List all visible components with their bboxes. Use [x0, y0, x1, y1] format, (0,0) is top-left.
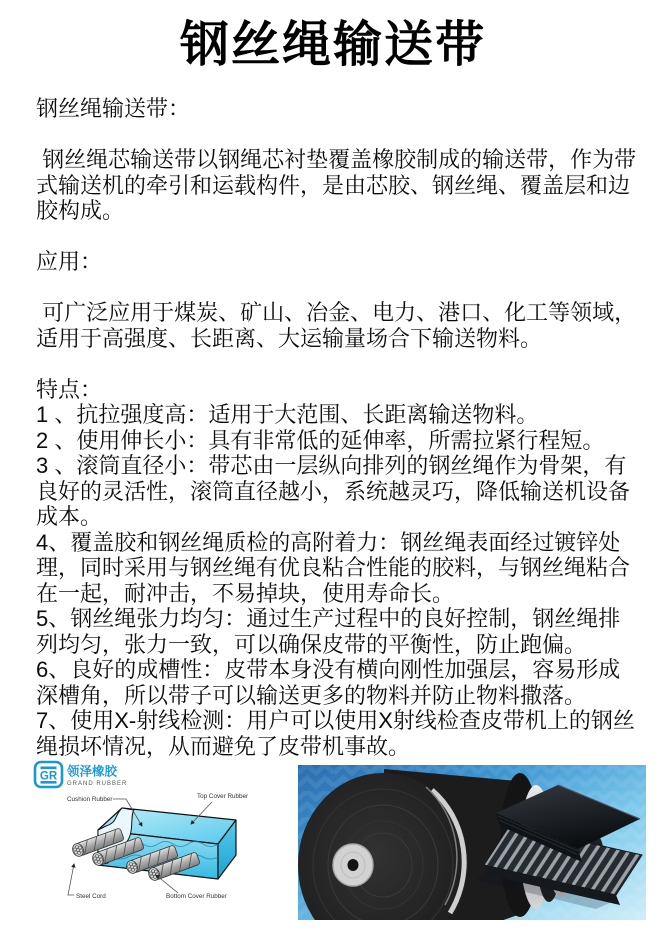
belt-product-photo: [298, 765, 646, 920]
top-cover-rubber-label: Top Cover Rubber: [197, 793, 249, 800]
logo-chinese-name: 领泽橡胶: [67, 764, 118, 779]
feature-item-5: 5、钢丝绳张力均匀：通过生产过程中的良好控制，钢丝绳排列均匀，张力一致，可以确保皮带的平衡性，防止跑偏。: [36, 606, 621, 657]
grand-rubber-logo: [35, 762, 127, 787]
feature-item-6: 6、良好的成槽性：皮带本身没有横向刚性加强层，容易形成深槽角，所以带子可以输送更多的物料并防止物料撒落。: [36, 657, 621, 708]
feature-item-1: 1 、抗拉强度高：适用于大范围、长距离输送物料。: [36, 402, 539, 427]
page-title: 钢丝绳输送带: [179, 18, 486, 72]
application-paragraph: 可广泛应用于煤炭、矿山、冶金、电力、港口、化工等领域，适用于高强度、长距离、大运输量场合下输送物料。: [36, 300, 637, 351]
intro-paragraph: 钢丝绳芯输送带以钢绳芯衬垫覆盖橡胶制成的输送带，作为带式输送机的牵引和运载构件，是由芯胶、钢丝绳、覆盖层和边胶构成。: [36, 147, 637, 223]
intro-heading: 钢丝绳输送带：: [36, 96, 191, 121]
cushion-rubber-label: Cushion Rubber: [67, 796, 113, 803]
logo-english-name: GRAND RUBBER: [67, 781, 128, 787]
bottom-cover-rubber-label: Bottom Cover Rubber: [166, 893, 227, 900]
feature-item-3: 3 、滚筒直径小：带芯由一层纵向排列的钢丝绳作为骨架，有良好的灵活性，滚筒直径越小，系统越灵巧，降低输送机设备成本。: [36, 453, 631, 529]
feature-item-4: 4、覆盖胶和钢丝绳质检的高附着力：钢丝绳表面经过镀锌处理，同时采用与钢丝绳有优良粘合性能的胶料，与钢丝绳粘合在一起，耐冲击，不易掉块，使用寿命长。: [36, 529, 631, 606]
feature-item-2: 2 、使用伸长小：具有非常低的延伸率，所需拉紧行程短。: [36, 427, 605, 453]
logo-monogram: GR: [39, 770, 58, 783]
features-heading: 特点：: [36, 376, 103, 402]
feature-item-7: 7、使用X-射线检测：用户可以使用X射线检查皮带机上的钢丝绳损坏情况，从而避免了皮带机事故。: [36, 708, 635, 759]
steel-cord-label: Steel Cord: [76, 893, 106, 900]
belt-structure-diagram: [30, 758, 290, 913]
application-heading: 应用：: [36, 249, 103, 274]
document-body: [36, 96, 640, 760]
